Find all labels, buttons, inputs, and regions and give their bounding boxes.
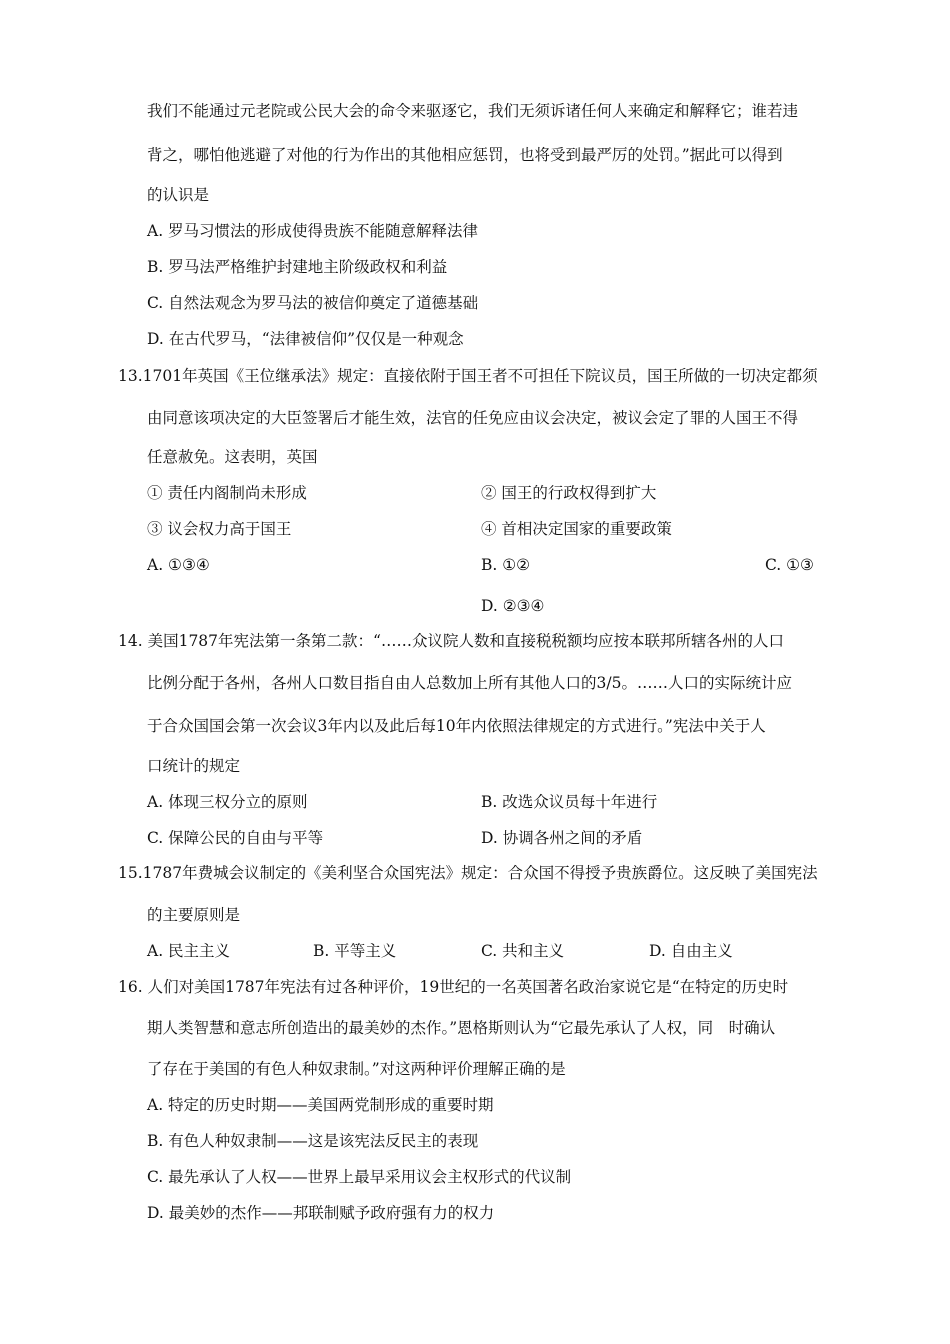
question-13-item-2: ② 国王的行政权得到扩大 — [481, 484, 657, 502]
question-13-option-a: A. ①③④ — [147, 556, 210, 574]
question-14-option-b: B. 改选众议员每十年进行 — [481, 793, 658, 811]
question-14-text-line: 比例分配于各州，各州人口数目指自由人总数加上所有其他人口的3/5。……人口的实际统计应 — [147, 674, 792, 692]
question-12-option-b: B. 罗马法严格维护封建地主阶级政权和利益 — [147, 258, 448, 276]
question-12-option-d: D. 在古代罗马，“法律被信仰”仅仅是一种观念 — [147, 330, 464, 348]
question-13-text-line: 由同意该项决定的大臣签署后才能生效，法官的任免应由议会决定，被议会定了罪的人国王不得 — [147, 409, 799, 427]
question-15-option-a: A. 民主主义 — [147, 942, 231, 960]
question-13-option-d: D. ②③④ — [481, 597, 545, 615]
question-13-item-1: ① 责任内阁制尚未形成 — [147, 484, 307, 502]
question-16-option-a: A. 特定的历史时期——美国两党制形成的重要时期 — [147, 1096, 494, 1114]
question-14-text-line: 于合众国国会第一次会议3年内以及此后每10年内依照法律规定的方式进行。”宪法中关于人 — [147, 717, 766, 735]
question-15-option-c: C. 共和主义 — [481, 942, 565, 960]
question-14-option-a: A. 体现三权分立的原则 — [147, 793, 308, 811]
question-15-text-line: 15.1787年费城会议制定的《美利坚合众国宪法》规定：合众国不得授予贵族爵位。这反映了美国宪法 — [118, 864, 818, 882]
question-14-option-c: C. 保障公民的自由与平等 — [147, 829, 324, 847]
question-14-text-line: 14. 美国1787年宪法第一条第二款：“……众议院人数和直接税税额均应按本联邦所辖各州的人口 — [118, 632, 784, 650]
question-16-text-line: 16. 人们对美国1787年宪法有过各种评价，19世纪的一名英国著名政治家说它是“在特定的历史时 — [118, 978, 789, 996]
question-12-option-a: A. 罗马习惯法的形成使得贵族不能随意解释法律 — [147, 222, 479, 240]
question-13-option-b: B. ①② — [481, 556, 531, 574]
question-13-item-4: ④ 首相决定国家的重要政策 — [481, 520, 672, 538]
question-12-text-line: 的认识是 — [147, 186, 210, 204]
question-16-text-line: 期人类智慧和意志所创造出的最美妙的杰作。”恩格斯则认为“它最先承认了人权，同 时确认 — [147, 1019, 776, 1037]
question-16-option-c: C. 最先承认了人权——世界上最早采用议会主权形式的代议制 — [147, 1168, 572, 1186]
question-14-option-d: D. 协调各州之间的矛盾 — [481, 829, 643, 847]
question-14-text-line: 口统计的规定 — [147, 757, 241, 775]
question-16-option-b: B. 有色人种奴隶制——这是该宪法反民主的表现 — [147, 1132, 479, 1150]
question-13-item-3: ③ 议会权力高于国王 — [147, 520, 292, 538]
question-13-text-line: 13.1701年英国《王位继承法》规定：直接依附于国王者不可担任下院议员，国王所做的一切决定都须 — [118, 367, 818, 385]
question-15-option-d: D. 自由主义 — [649, 942, 733, 960]
question-16-option-d: D. 最美妙的杰作——邦联制赋予政府强有力的权力 — [147, 1204, 495, 1222]
question-15-option-b: B. 平等主义 — [313, 942, 397, 960]
question-15-text-line: 的主要原则是 — [147, 906, 241, 924]
question-13-option-c: C. ①③ — [765, 556, 814, 574]
question-16-text-line: 了存在于美国的有色人种奴隶制。”对这两种评价理解正确的是 — [147, 1060, 566, 1078]
question-12-text-line: 我们不能通过元老院或公民大会的命令来驱逐它，我们无须诉诸任何人来确定和解释它；谁若违 — [147, 102, 799, 120]
question-12-option-c: C. 自然法观念为罗马法的被信仰奠定了道德基础 — [147, 294, 479, 312]
question-13-text-line: 任意赦免。这表明，英国 — [147, 448, 318, 466]
question-12-text-line: 背之，哪怕他逃避了对他的行为作出的其他相应惩罚，也将受到最严厉的处罚。”据此可以得到 — [147, 146, 783, 164]
